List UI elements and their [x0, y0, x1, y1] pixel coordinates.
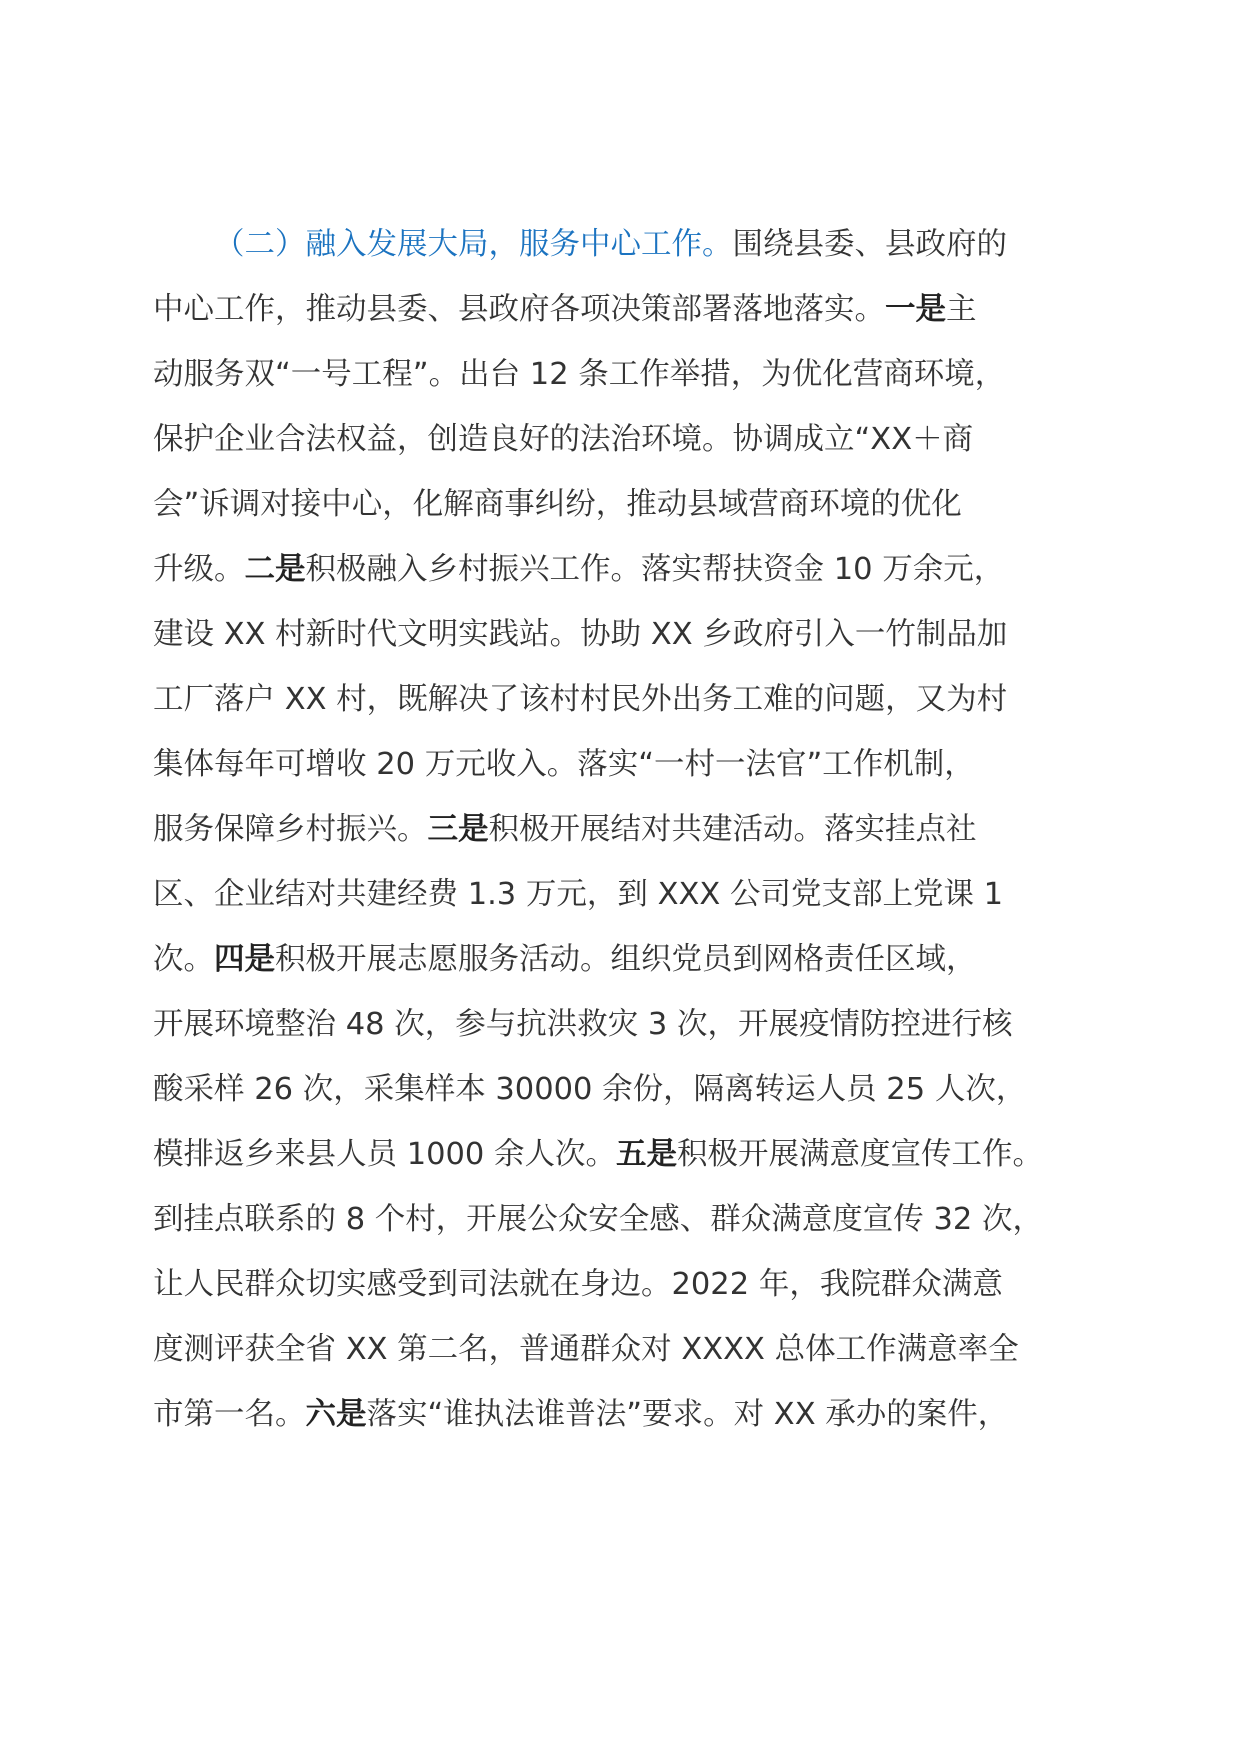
ordinal-marker: 五是 [616, 1137, 678, 1172]
text-segment: 开展环境整治 48 次，参与抗洪救灾 3 次，开展疫情防控进行核 [153, 1007, 1013, 1042]
text-line [153, 1252, 1103, 1317]
text-line [153, 1057, 1103, 1122]
text-segment: 让人民群众切实感受到司法就在身边。2022 年，我院群众满意 [153, 1267, 1003, 1302]
text-segment: 积极开展结对共建活动。落实挂点社 [488, 812, 977, 847]
text-line [153, 1317, 1103, 1382]
text-segment: 市第一名。 [153, 1397, 306, 1432]
text-segment: 保护企业合法权益，创造良好的法治环境。协调成立“XX＋商 [153, 422, 974, 457]
ordinal-marker: 四是 [214, 942, 275, 977]
text-line [153, 472, 1103, 537]
text-segment: 建设 XX 村新时代文明实践站。协助 XX 乡政府引入一竹制品加 [153, 617, 1008, 652]
text-segment: 落实“谁执法谁普法”要求。对 XX 承办的案件， [366, 1397, 1009, 1432]
text-line [153, 927, 1103, 992]
text-segment: 围绕县委、县政府的 [732, 227, 1007, 262]
text-line [153, 602, 1103, 667]
text-segment: 到挂点联系的 8 个村，开展公众安全感、群众满意度宣传 32 次， [153, 1202, 1043, 1237]
text-line [153, 342, 1103, 407]
text-line [153, 1382, 1103, 1447]
section-heading: （二）融入发展大局，服务中心工作。 [214, 227, 733, 262]
text-line [153, 667, 1103, 732]
text-line [153, 732, 1103, 797]
text-segment: 积极融入乡村振兴工作。落实帮扶资金 10 万余元， [305, 552, 1005, 587]
text-line [153, 1122, 1103, 1187]
text-segment: 工厂落户 XX 村，既解决了该村村民外出务工难的问题，又为村 [153, 682, 1008, 717]
text-line [153, 537, 1103, 602]
text-segment: 服务保障乡村振兴。 [153, 812, 428, 847]
text-segment: 模排返乡来县人员 1000 余人次。 [153, 1137, 617, 1172]
text-segment: 区、企业结对共建经费 1.3 万元，到 XXX 公司党支部上党课 1 [153, 877, 1004, 912]
ordinal-marker: 三是 [427, 812, 489, 847]
ordinal-marker: 六是 [305, 1397, 367, 1432]
text-segment: 酸采样 26 次，采集样本 30000 余份，隔离转运人员 25 人次， [153, 1072, 1027, 1107]
text-line [153, 862, 1103, 927]
text-line [153, 407, 1103, 472]
text-line [153, 797, 1103, 862]
ordinal-marker: 一是 [885, 292, 946, 327]
paragraph-service-center-work [153, 212, 1103, 1447]
text-line [153, 1187, 1103, 1252]
text-segment: 主 [946, 292, 977, 327]
text-segment: 会”诉调对接中心，化解商事纠纷，推动县域营商环境的优化 [153, 487, 962, 522]
text-line [153, 212, 1103, 277]
text-line [153, 277, 1103, 342]
text-line [153, 992, 1103, 1057]
text-segment: 积极开展满意度宣传工作。 [677, 1137, 1044, 1172]
text-segment: 次。 [153, 942, 214, 977]
text-segment: 集体每年可增收 20 万元收入。落实“一村一法官”工作机制， [153, 747, 975, 782]
text-segment: 升级。 [153, 552, 245, 587]
text-segment: 中心工作，推动县委、县政府各项决策部署落地落实。 [153, 292, 885, 327]
text-segment: 积极开展志愿服务活动。组织党员到网格责任区域， [275, 942, 977, 977]
ordinal-marker: 二是 [244, 552, 306, 587]
text-segment: 动服务双“一号工程”。出台 12 条工作举措，为优化营商环境， [153, 357, 1006, 392]
text-segment: 度测评获全省 XX 第二名，普通群众对 XXXX 总体工作满意率全 [153, 1332, 1019, 1367]
